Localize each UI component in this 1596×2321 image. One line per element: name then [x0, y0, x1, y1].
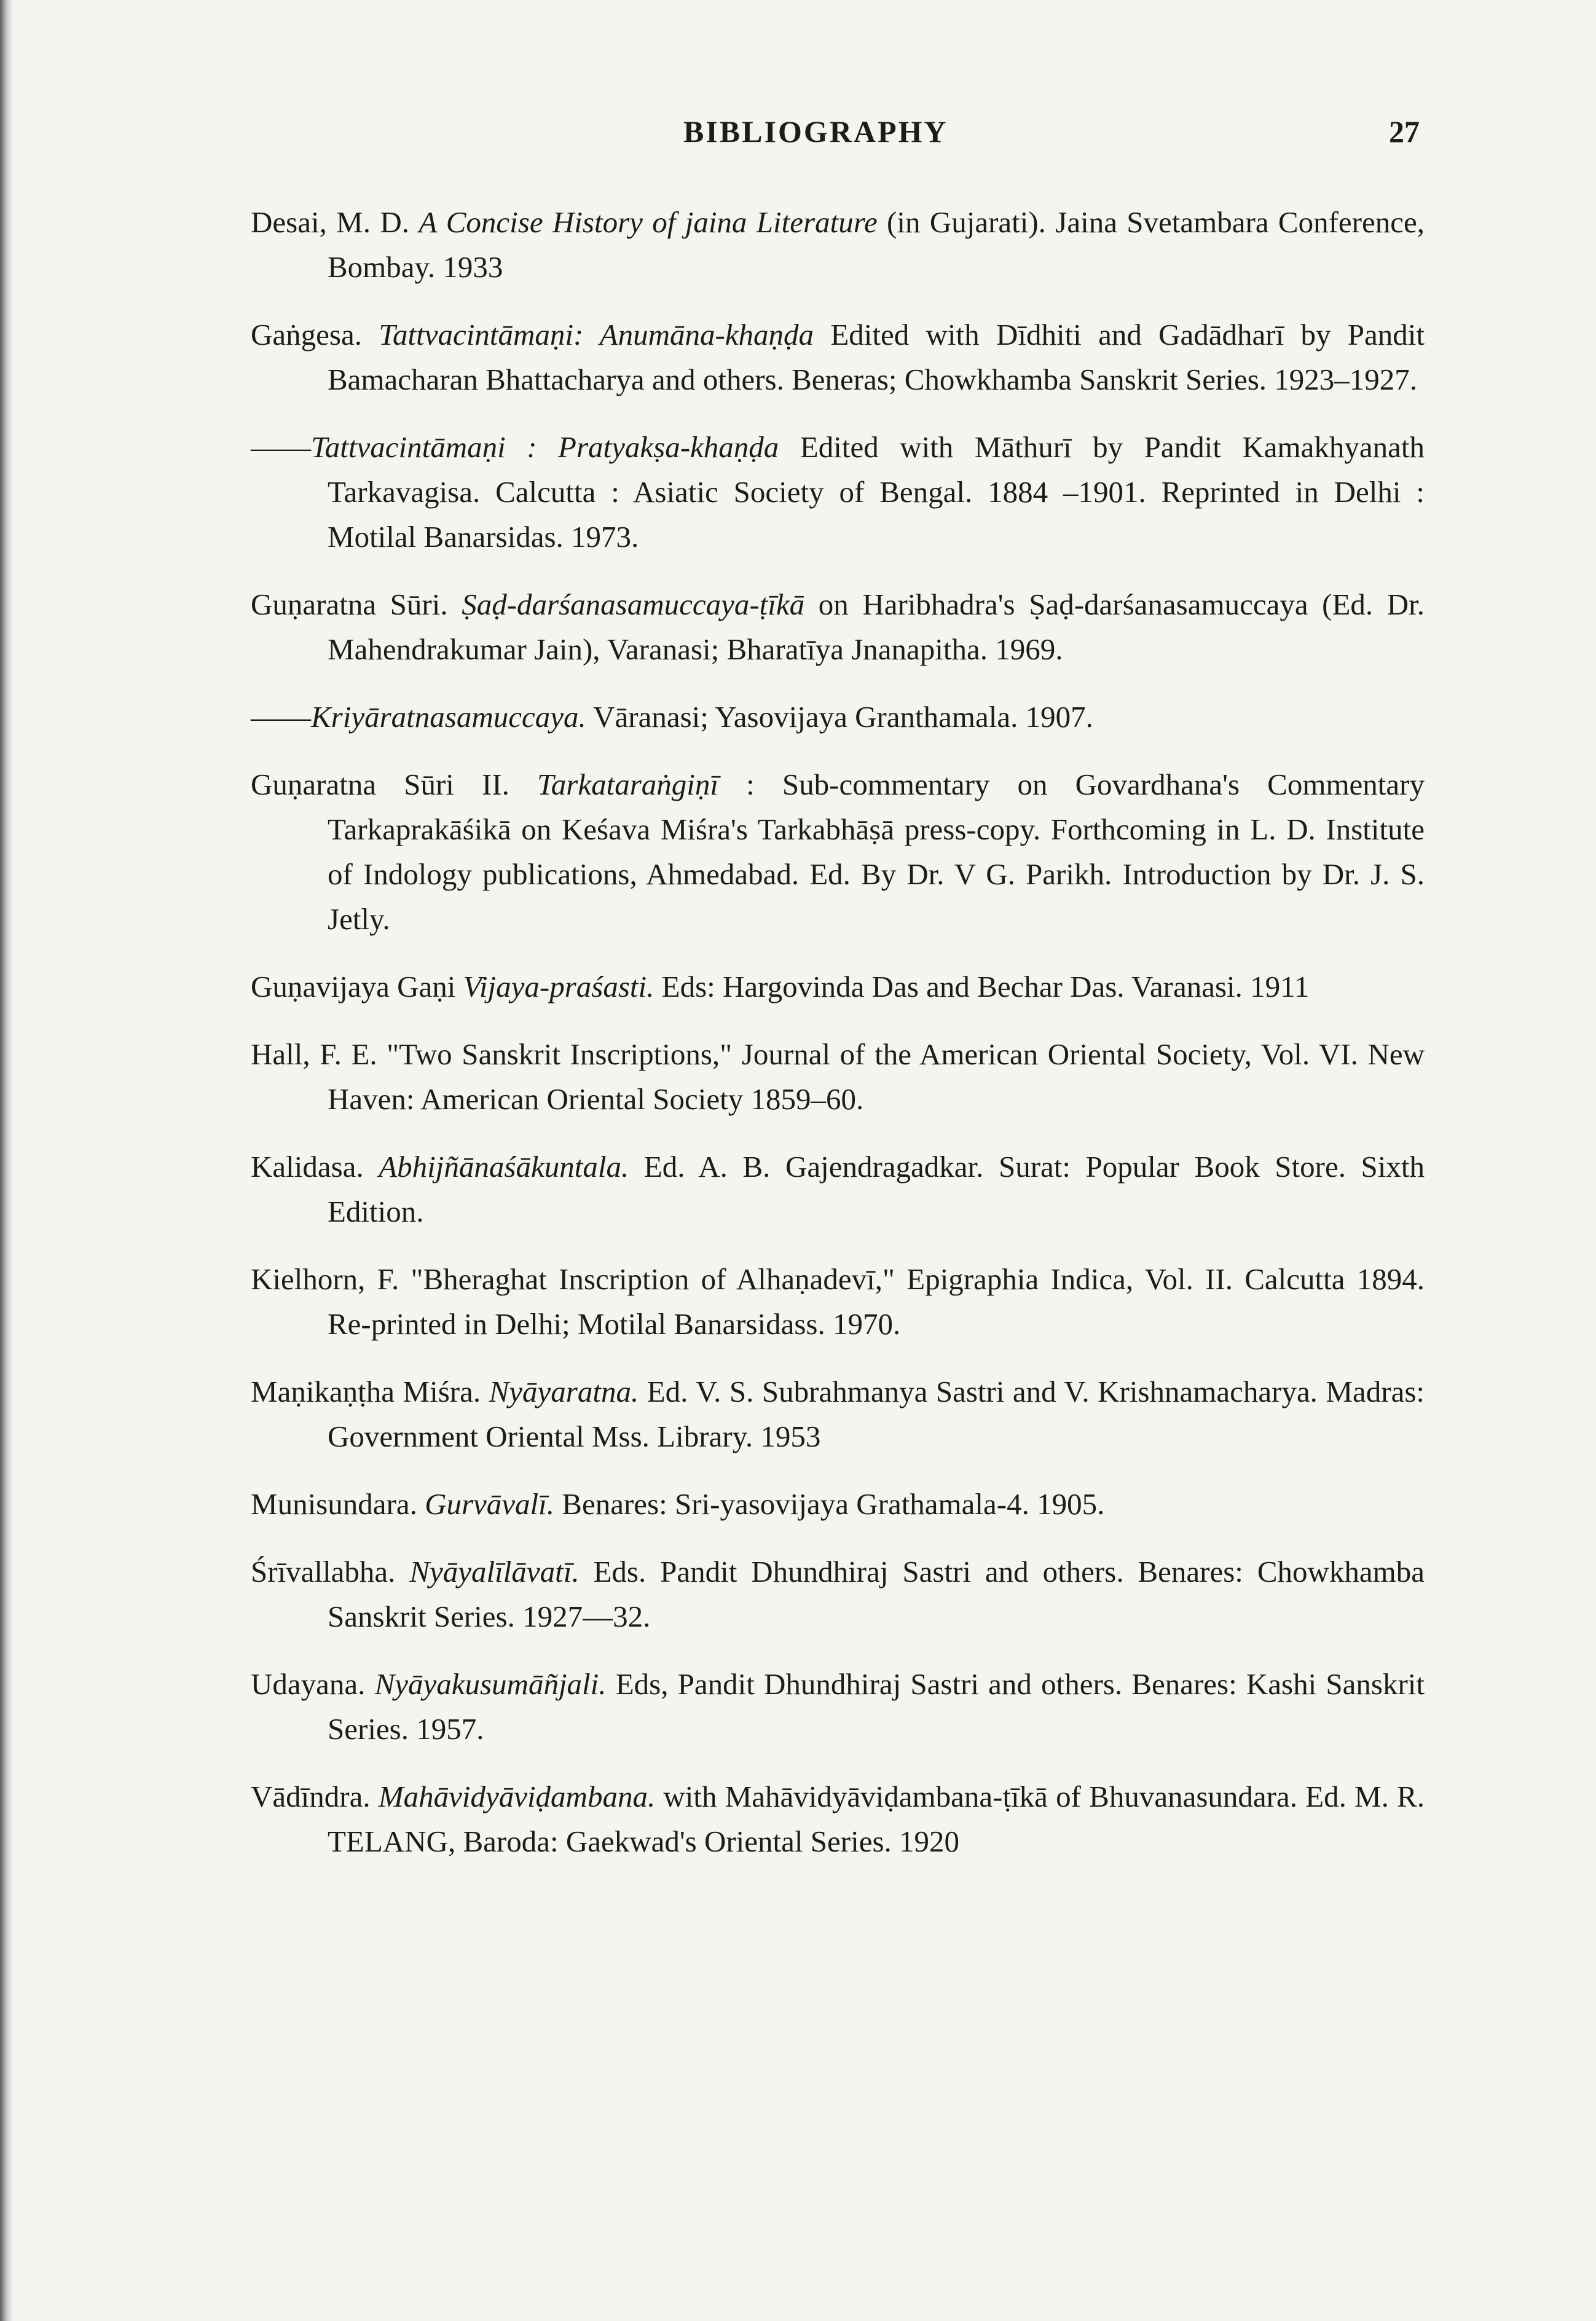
- page-number: 27: [1389, 114, 1420, 149]
- entry-details: Eds. Pandit Dhundhiraj Sastri and others. Benares: Chowkhamba Sanskrit Series. 1927—32.: [328, 1555, 1425, 1633]
- entry-details: Edited with Dīdhiti and Gadādharī by Pandit Bamacharan Bhattacharya and others. Beneras; Chowkhamba Sanskrit Series. 1923–1927.: [328, 318, 1425, 396]
- entry-title: Gurvāvalī.: [425, 1487, 555, 1521]
- entry-details: "Two Sanskrit Inscriptions," Journal of the American Oriental Society, Vol. VI. New Haven: American Oriental Society 1859–60.: [328, 1037, 1425, 1116]
- bibliography-entry: [251, 425, 1425, 559]
- entry-author: Kielhorn, F.: [251, 1262, 411, 1296]
- entry-details: : Sub-commentary on Govardhana's Commentary Tarkaprakāśikā on Keśava Miśra's Tarkabhāṣā press-copy. Forthcoming in L. D. Institute of Indology publications, Ahmedabad. Ed. By Dr. V G. Parikh. Introduction by Dr. J. S. Jetly.: [328, 768, 1425, 936]
- entry-title: Nyāyalīlāvatī.: [409, 1555, 580, 1589]
- bibliography-entry: [251, 1257, 1425, 1346]
- entry-author: Kalidasa.: [251, 1150, 379, 1184]
- entry-title: Tattvacintāmaṇi: Anumāna-khaṇḍa: [379, 318, 814, 351]
- bibliography-entry: [251, 582, 1425, 672]
- entry-title: Ṣaḍ-darśanasamuccaya-ṭīkā: [462, 587, 805, 621]
- entry-details: Edited with Māthurī by Pandit Kamakhyanath Tarkavagisa. Calcutta : Asiatic Society of Bengal. 1884 –1901. Reprinted in Delhi : Motilal Banarsidas. 1973.: [328, 430, 1425, 554]
- bibliography-entry: [251, 1369, 1425, 1459]
- entry-author: Guṇavijaya Gaṇi: [251, 970, 463, 1003]
- entry-title: Tattvacintāmaṇi : Pratyakṣa-khaṇḍa: [311, 430, 779, 464]
- entry-author: Śrīvallabha.: [251, 1555, 410, 1589]
- entry-details: with Mahāvidyāviḍambana-ṭīkā of Bhuvanasundara. Ed. M. R. TELANG, Baroda: Gaekwad's Oriental Series. 1920: [328, 1780, 1425, 1858]
- entry-author: Hall, F. E.: [251, 1037, 387, 1071]
- entry-author: Guṇaratna Sūri II.: [251, 768, 538, 801]
- entry-author: Gaṅgesa.: [251, 318, 379, 351]
- entry-details: Eds: Hargovinda Das and Bechar Das. Varanasi. 1911: [654, 970, 1310, 1003]
- bibliography-entry: [251, 1144, 1425, 1234]
- bibliography-entry: [251, 1662, 1425, 1751]
- page-header: [0, 114, 1596, 163]
- bibliography-entry: [251, 200, 1425, 289]
- bibliography-entry: [251, 762, 1425, 941]
- entry-title: A Concise History of jaina Literature: [419, 205, 878, 239]
- entry-author: ——: [251, 700, 311, 734]
- entry-author: Desai, M. D.: [251, 205, 419, 239]
- entry-details: on Haribhadra's Ṣaḍ-darśanasamuccaya (Ed. Dr. Mahendrakumar Jain), Varanasi; Bharatīya Jnanapitha. 1969.: [328, 587, 1425, 666]
- entry-author: Munisundara.: [251, 1487, 425, 1521]
- entry-details: Eds, Pandit Dhundhiraj Sastri and others. Benares: Kashi Sanskrit Series. 1957.: [328, 1667, 1425, 1746]
- entry-details: Vāranasi; Yasovijaya Granthamala. 1907.: [586, 700, 1093, 734]
- bibliography-entry: [251, 1482, 1425, 1526]
- entry-details: Benares: Sri-yasovijaya Grathamala-4. 1905.: [554, 1487, 1105, 1521]
- entry-author: Guṇaratna Sūri.: [251, 587, 462, 621]
- entry-title: Mahāvidyāviḍambana.: [378, 1780, 656, 1813]
- entry-details: Ed. A. B. Gajendragadkar. Surat: Popular Book Store. Sixth Edition.: [328, 1150, 1425, 1228]
- entry-title: Tarkataraṅgiṇī: [537, 768, 719, 801]
- scan-edge-shadow: [0, 0, 14, 2321]
- bibliography-entry: [251, 1774, 1425, 1864]
- entry-author: Maṇikaṇṭha Miśra.: [251, 1375, 489, 1408]
- entry-title: Nyāyakusumāñjali.: [374, 1667, 607, 1701]
- bibliography-list: [251, 200, 1425, 1887]
- entry-author: Vādīndra.: [251, 1780, 379, 1813]
- bibliography-entry: [251, 1549, 1425, 1639]
- entry-details: "Bheraghat Inscription of Alhaṇadevī," Epigraphia Indica, Vol. II. Calcutta 1894. Re-printed in Delhi; Motilal Banarsidass. 1970.: [328, 1262, 1425, 1341]
- bibliography-entry: [251, 1032, 1425, 1121]
- entry-details: (in Gujarati). Jaina Svetambara Conference, Bombay. 1933: [328, 205, 1425, 284]
- bibliography-entry: [251, 694, 1425, 739]
- running-head: BIBLIOGRAPHY: [683, 114, 948, 149]
- bibliography-entry: [251, 964, 1425, 1009]
- entry-title: Kriyāratnasamuccaya.: [311, 700, 586, 734]
- entry-details: Ed. V. S. Subrahmanya Sastri and V. Krishnamacharya. Madras: Government Oriental Mss. Library. 1953: [328, 1375, 1425, 1453]
- entry-title: Nyāyaratna.: [489, 1375, 639, 1408]
- entry-author: ——: [251, 430, 311, 464]
- entry-author: Udayana.: [251, 1667, 375, 1701]
- bibliography-entry: [251, 312, 1425, 402]
- entry-title: Abhijñānaśākuntala.: [379, 1150, 629, 1184]
- entry-title: Vijaya-praśasti.: [463, 970, 655, 1003]
